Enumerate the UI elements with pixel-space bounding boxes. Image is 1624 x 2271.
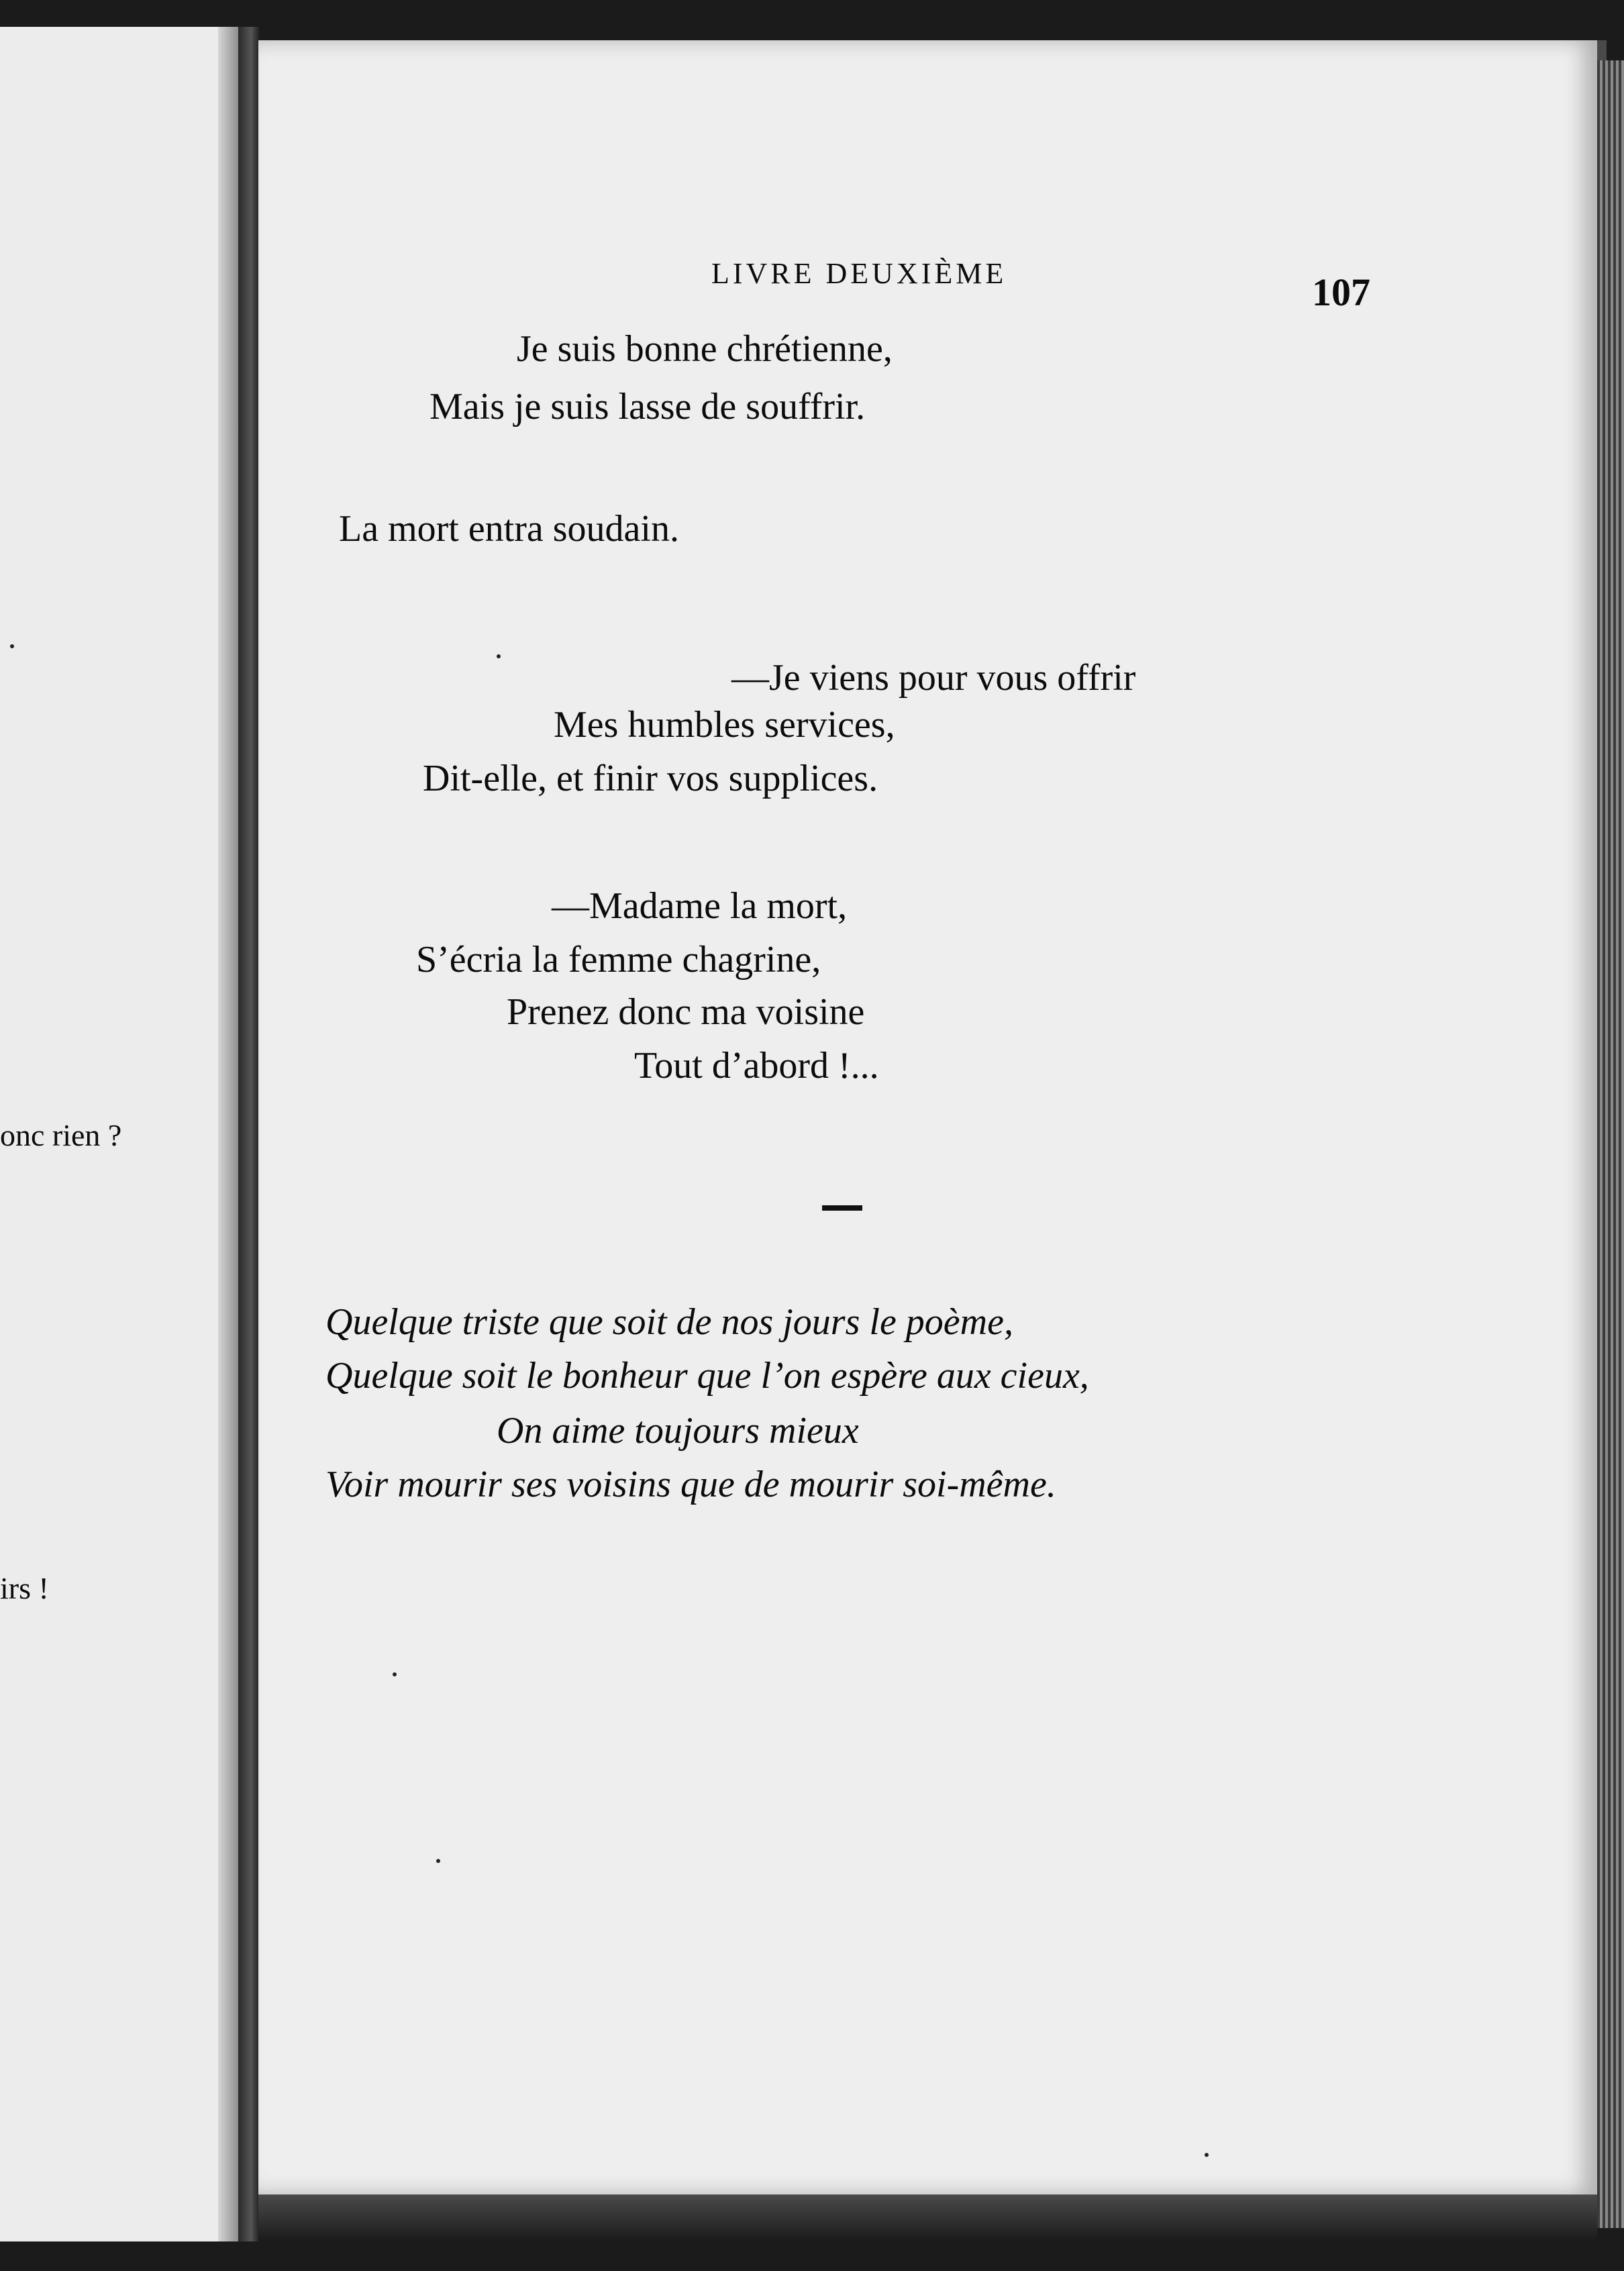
running-head: LIVRE DEUXIÈME bbox=[711, 257, 1007, 290]
poem-line: Dit-elle, et finir vos supplices. bbox=[423, 758, 878, 799]
right-page bbox=[258, 40, 1607, 2194]
paper-speck bbox=[1205, 2153, 1209, 2157]
left-page-shadow bbox=[218, 27, 238, 2241]
poem-line: —Je viens pour vous offrir bbox=[731, 657, 1136, 699]
paper-speck bbox=[10, 644, 14, 648]
poem-line: S’écria la femme chagrine, bbox=[416, 939, 821, 980]
left-page-fragment: irs ! bbox=[0, 1571, 49, 1605]
section-divider bbox=[822, 1205, 862, 1211]
left-facing-page bbox=[0, 27, 242, 2241]
page-bottom-edge bbox=[258, 2194, 1597, 2241]
poem-line: Tout d’abord !... bbox=[634, 1045, 879, 1087]
moral-line: Quelque triste que soit de nos jours le poème, bbox=[325, 1301, 1013, 1343]
book-gutter bbox=[238, 27, 260, 2241]
poem-line: Prenez donc ma voisine bbox=[507, 991, 865, 1033]
poem-line: —Madame la mort, bbox=[552, 885, 848, 927]
left-page-fragment: onc rien ? bbox=[0, 1118, 122, 1152]
page-number: 107 bbox=[1312, 270, 1370, 314]
paper-speck bbox=[497, 654, 501, 658]
moral-line: Quelque soit le bonheur que l’on espère aux cieux, bbox=[325, 1355, 1089, 1397]
paper-speck bbox=[436, 1859, 440, 1863]
page-edges bbox=[1597, 60, 1624, 2228]
poem-line: Mes humbles services, bbox=[554, 704, 895, 746]
narration-line: La mort entra soudain. bbox=[339, 508, 679, 550]
paper-speck bbox=[393, 1672, 397, 1676]
poem-line: Mais je suis lasse de souffrir. bbox=[429, 386, 866, 427]
poem-line: Je suis bonne chrétienne, bbox=[517, 328, 893, 370]
moral-line: Voir mourir ses voisins que de mourir soi-même. bbox=[325, 1464, 1056, 1505]
moral-line: On aime toujours mieux bbox=[497, 1410, 859, 1452]
